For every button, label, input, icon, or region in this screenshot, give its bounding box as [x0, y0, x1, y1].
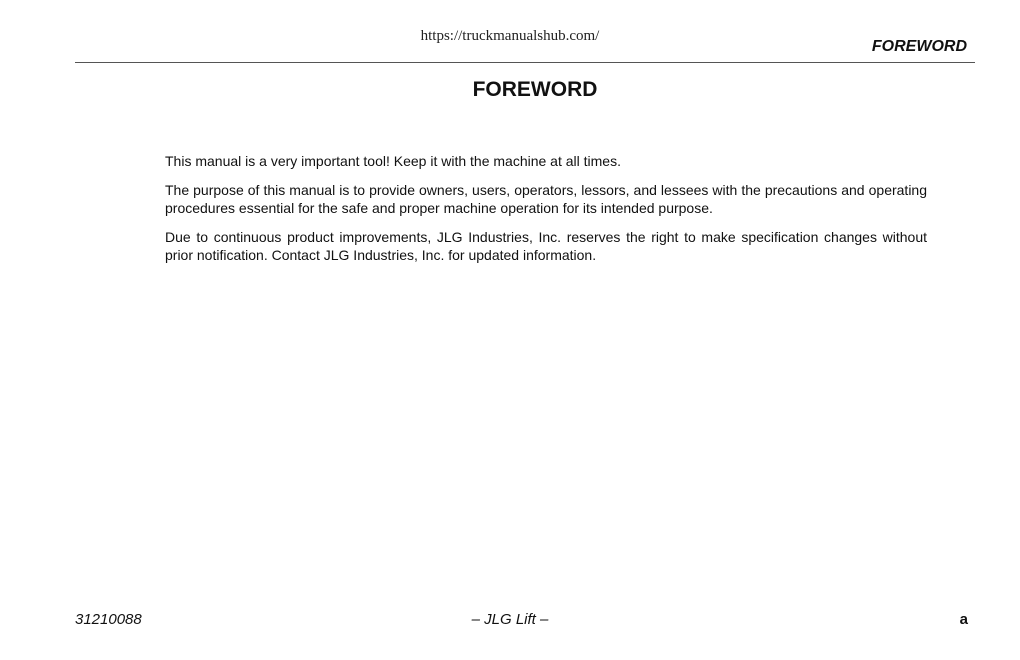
page-title: FOREWORD [472, 78, 598, 101]
source-url[interactable]: https://truckmanualshub.com/ [420, 28, 600, 44]
footer-page-label: a [959, 611, 968, 628]
paragraph-purpose: The purpose of this manual is to provide owners, users, operators, lessors, and lessees with the precautions and operating procedures essential for the safe and proper machine operation for its intended purpose. [165, 181, 927, 216]
body-text [165, 152, 927, 275]
header-divider [75, 62, 975, 63]
paragraph-improvements: Due to continuous product improvements, JLG Industries, Inc. reserves the right to make specification changes without prior notification. Contact JLG Industries, Inc. for updated information. [165, 228, 927, 263]
footer-brand: – JLG Lift – [471, 611, 549, 628]
paragraph-keep-manual: This manual is a very important tool! Keep it with the machine at all times. [165, 153, 621, 169]
footer-doc-number: 31210088 [75, 611, 142, 628]
running-section-header: FOREWORD [871, 38, 967, 55]
